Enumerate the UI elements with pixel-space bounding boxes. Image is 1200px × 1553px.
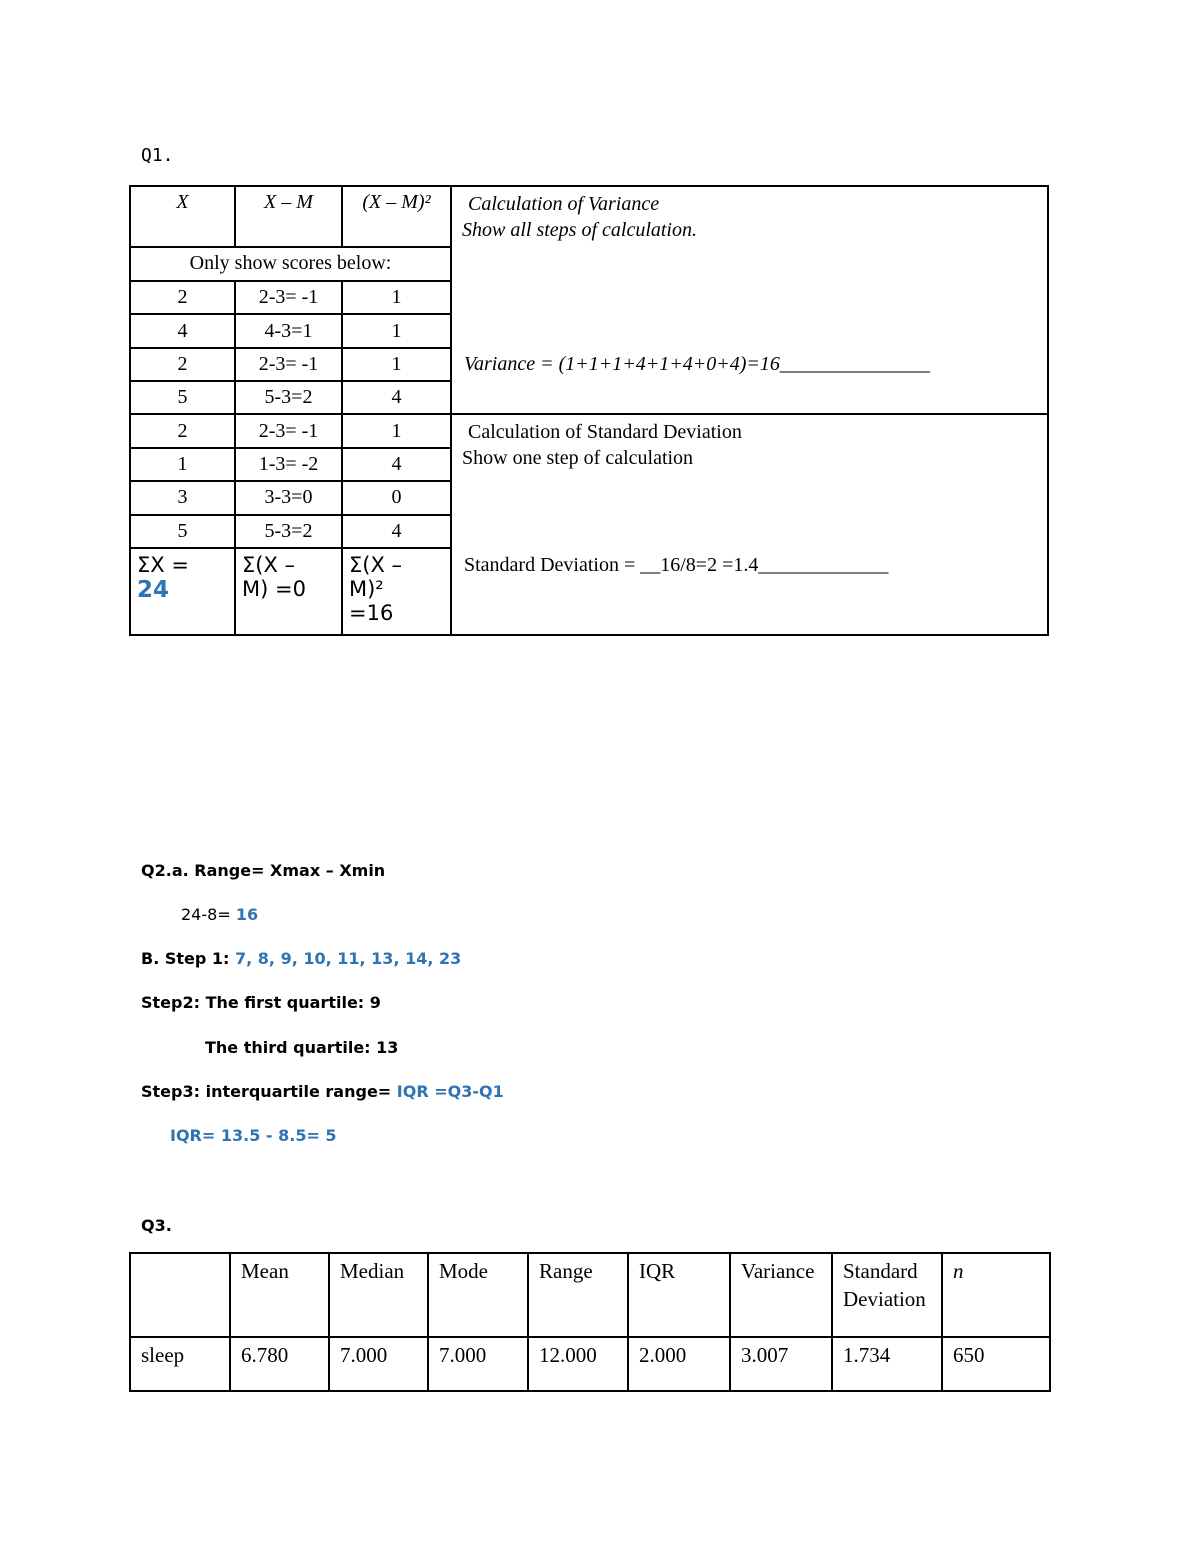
sum-squared-line3: =16 <box>349 600 394 625</box>
deviation-cell: 5-3=2 <box>235 515 342 548</box>
only-show-label: Only show scores below: <box>130 247 451 281</box>
sum-x-label: ΣX = <box>137 552 189 577</box>
q3-variance-value: 3.007 <box>730 1337 832 1391</box>
q3-iqr-value: 2.000 <box>628 1337 730 1391</box>
variance-result: Variance = (1+1+1+4+1+4+0+4)=16_______________ <box>464 353 930 375</box>
q3-label: Q3. <box>141 1216 172 1235</box>
header-x-minus-m: X – M <box>235 186 342 247</box>
score-cell: 2 <box>130 348 235 381</box>
q2b-third-quartile: The third quartile: 13 <box>205 1038 399 1057</box>
variance-title: Calculation of Variance <box>468 193 660 215</box>
sum-squared-cell <box>342 548 451 635</box>
q3-median-value: 7.000 <box>329 1337 428 1391</box>
sum-deviation-line2: M) =0 <box>242 576 306 601</box>
q2b-step1-label: B. Step 1: <box>141 949 235 968</box>
table-row <box>130 1337 1050 1391</box>
q2a-heading: Q2.a. Range= Xmax – Xmin <box>141 861 386 880</box>
sum-deviation-cell <box>235 548 342 635</box>
q3-header-range: Range <box>528 1253 628 1337</box>
q2a-calc-text: 24-8= <box>181 905 236 924</box>
q3-table <box>129 1252 1051 1392</box>
q3-mean-value: 6.780 <box>230 1337 329 1391</box>
score-cell: 2 <box>130 281 235 314</box>
q3-header-variance: Variance <box>730 1253 832 1337</box>
squared-cell: 4 <box>342 381 451 414</box>
q3-mode-value: 7.000 <box>428 1337 528 1391</box>
deviation-cell: 5-3=2 <box>235 381 342 414</box>
q2b-iqr-result: IQR= 13.5 - 8.5= 5 <box>170 1126 337 1145</box>
sum-squared-line1: Σ(X – <box>349 552 403 577</box>
header-x: X <box>130 186 235 247</box>
squared-cell: 1 <box>342 414 451 447</box>
score-cell: 5 <box>130 515 235 548</box>
squared-cell: 1 <box>342 314 451 347</box>
q2b-step3 <box>141 1082 504 1101</box>
squared-cell: 1 <box>342 348 451 381</box>
q1-table <box>129 185 1049 636</box>
deviation-cell: 1-3= -2 <box>235 448 342 481</box>
q3-header-median: Median <box>329 1253 428 1337</box>
q2b-step3-label: Step3: interquartile range= <box>141 1082 397 1101</box>
deviation-cell: 4-3=1 <box>235 314 342 347</box>
q3-range-value: 12.000 <box>528 1337 628 1391</box>
score-cell: 2 <box>130 414 235 447</box>
score-cell: 1 <box>130 448 235 481</box>
q3-header-sd: Standard Deviation <box>832 1253 942 1337</box>
header-squared-deviation: (X – M)² <box>342 186 451 247</box>
q2b-iqr-formula: IQR =Q3-Q1 <box>396 1082 504 1101</box>
q2b-step2: Step2: The first quartile: 9 <box>141 993 381 1012</box>
squared-cell: 4 <box>342 515 451 548</box>
sd-result: Standard Deviation = __16/8=2 =1.4_____________ <box>464 554 889 577</box>
q3-sd-value: 1.734 <box>832 1337 942 1391</box>
sd-calculation-cell <box>451 414 1048 635</box>
sum-deviation-line1: Σ(X – <box>242 552 296 577</box>
score-cell: 5 <box>130 381 235 414</box>
deviation-cell: 2-3= -1 <box>235 281 342 314</box>
table-row <box>130 414 1048 447</box>
squared-cell: 1 <box>342 281 451 314</box>
deviation-cell: 3-3=0 <box>235 481 342 514</box>
sum-x-cell <box>130 548 235 635</box>
q3-header-n: n <box>942 1253 1050 1337</box>
q3-header-mean: Mean <box>230 1253 329 1337</box>
q3-header-iqr: IQR <box>628 1253 730 1337</box>
sum-x-value: 24 <box>137 576 170 603</box>
deviation-cell: 2-3= -1 <box>235 414 342 447</box>
deviation-cell: 2-3= -1 <box>235 348 342 381</box>
q3-header-mode: Mode <box>428 1253 528 1337</box>
q3-row-label: sleep <box>130 1337 230 1391</box>
variance-calculation-cell <box>451 186 1048 414</box>
squared-cell: 0 <box>342 481 451 514</box>
sd-title: Calculation of Standard Deviation <box>468 421 742 444</box>
q2a-calculation <box>181 905 258 924</box>
q3-header-blank <box>130 1253 230 1337</box>
q3-n-value: 650 <box>942 1337 1050 1391</box>
q1-label: Q1. <box>141 145 174 166</box>
score-cell: 3 <box>130 481 235 514</box>
sd-subtitle: Show one step of calculation <box>462 447 694 470</box>
squared-cell: 4 <box>342 448 451 481</box>
q2a-answer: 16 <box>235 905 259 924</box>
sum-squared-line2: M)² <box>349 576 384 601</box>
q2b-ordered-values: 7, 8, 9, 10, 11, 13, 14, 23 <box>235 949 462 968</box>
q3-header-row <box>130 1253 1050 1337</box>
variance-subtitle: Show all steps of calculation. <box>462 219 697 241</box>
q2b-step1 <box>141 949 461 968</box>
score-cell: 4 <box>130 314 235 347</box>
